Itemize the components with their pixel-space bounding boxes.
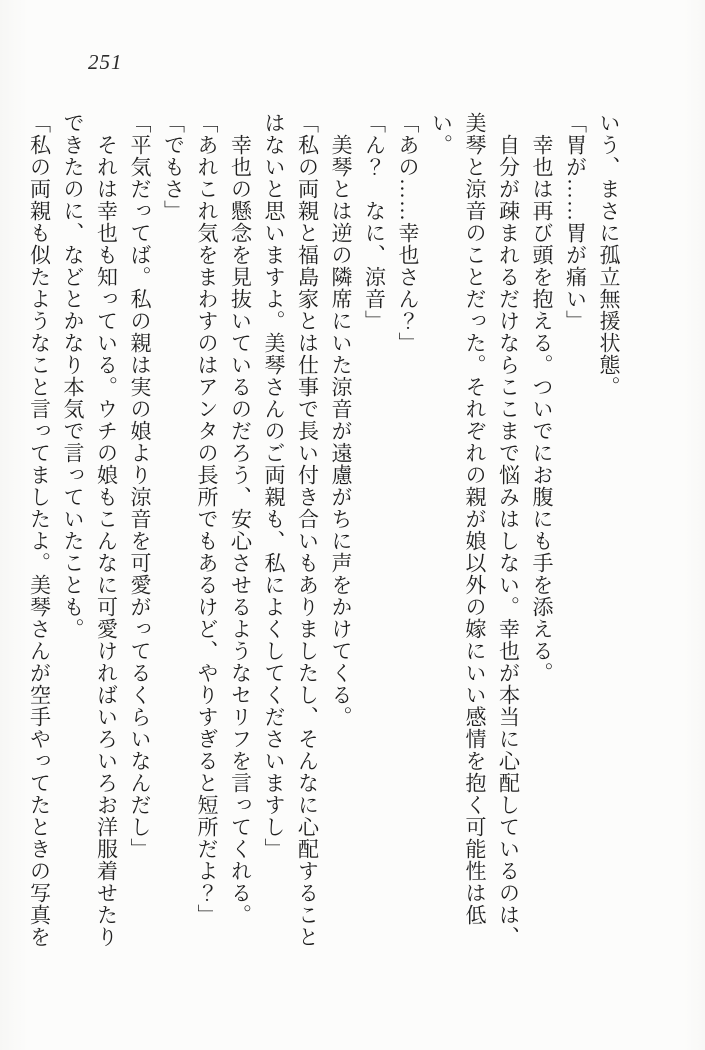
paragraph: 自分が疎まれるだけならここまで悩みはしない。幸也が本当に心配しているのは、美琴と涼音のことだった。それぞれの親が娘以外の嫁にいい感情を抱く可能性は低い。 <box>429 112 521 948</box>
paragraph: 「あれこれ気をまわすのはアンタの長所でもあるけど、やりすぎると短所だよ？」 <box>195 112 219 926</box>
paragraph: いう、まさに孤立無援状態。 <box>597 112 621 398</box>
paragraph: 幸也は再び頭を抱える。ついでにお腹にも手を添える。 <box>530 134 554 684</box>
paragraph: 幸也の懸念を見抜いているのだろう、安心させるようなセリフを言ってくれる。 <box>228 134 253 926</box>
text-block <box>22 112 625 953</box>
paragraph: 「私の両親も似たようなこと言ってましたよ。美琴さんが空手やってたときの写真を <box>27 112 52 948</box>
paragraph: 「胃が……胃が痛い」 <box>563 112 588 332</box>
paragraph: 「平気だってば。私の親は実の娘より涼音を可愛がってるくらいなんだし」 <box>128 112 152 860</box>
page-number: 251 <box>88 50 123 74</box>
paragraph: 美琴とは逆の隣席にいた涼音が遠慮がちに声をかけてくる。 <box>329 134 353 728</box>
paragraph: 「でもさ」 <box>161 112 186 222</box>
paragraph: 「あの……幸也さん？」 <box>396 112 420 354</box>
paragraph: 「ん？ なに、涼音」 <box>362 112 387 332</box>
paragraph: それは幸也も知っている。ウチの娘もこんなに可愛ければいろいろお洋服着せたりできたのに、などとかなり本気で言っていたことも。 <box>61 112 119 948</box>
paragraph: 「私の両親と福島家とは仕事で長い付き合いもありましたし、そんなに心配することはないと思いますよ。美琴さんのご両親も、私によくしてくださいますし」 <box>262 112 320 948</box>
